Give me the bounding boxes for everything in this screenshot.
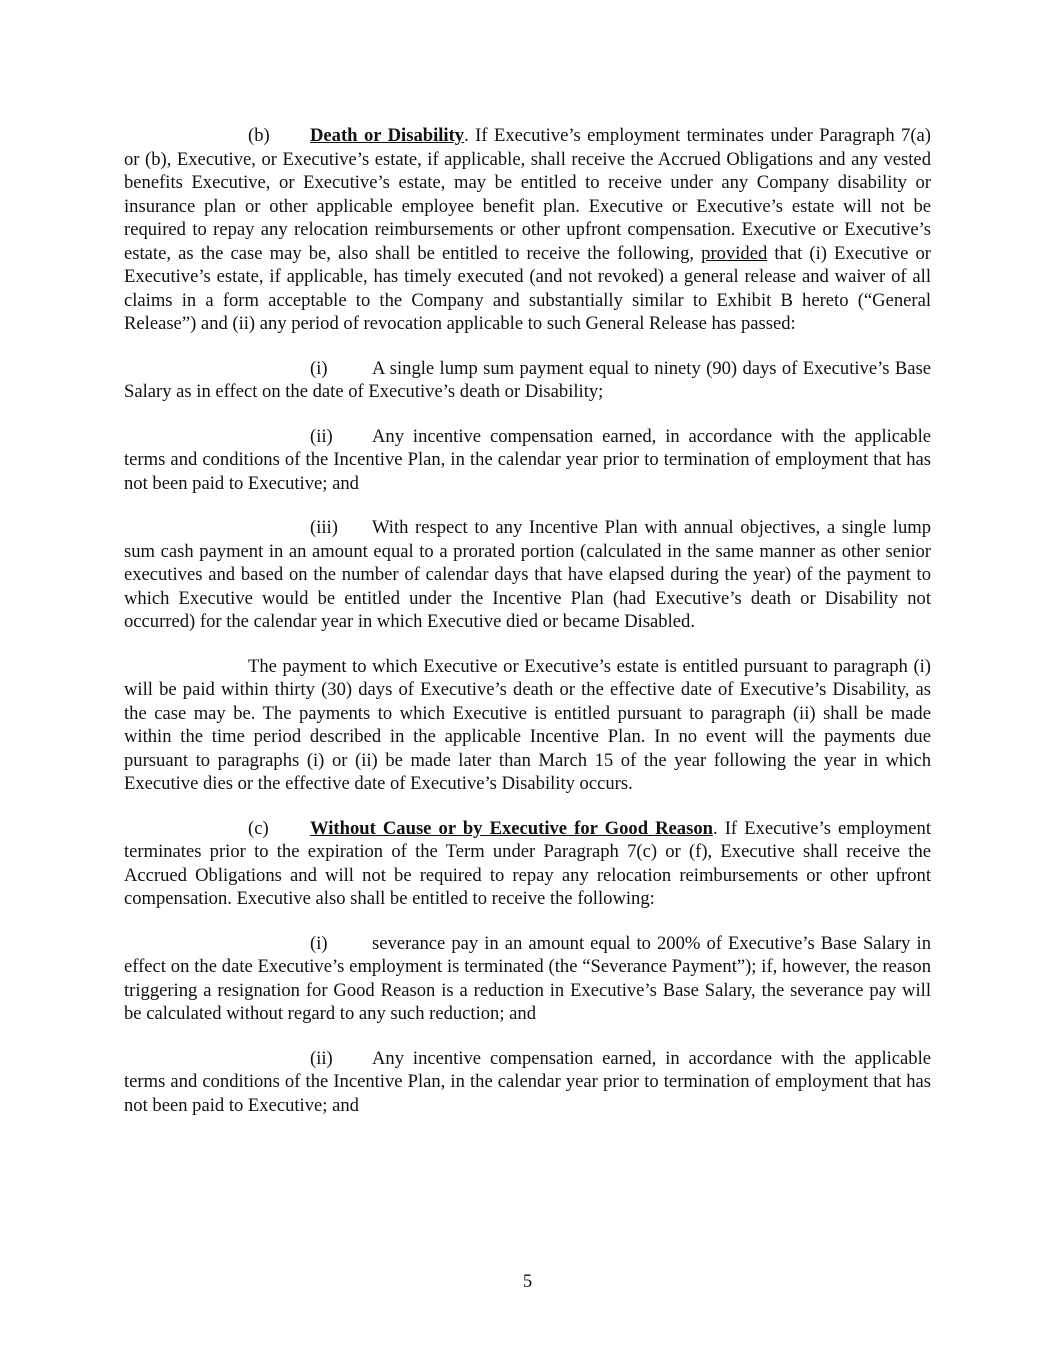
section-c-label: (c) <box>248 817 269 839</box>
section-b-heading: Death or Disability <box>310 125 465 146</box>
item-text: With respect to any Incentive Plan with annual objectives, a single lump sum cash payment in an amount equal to a prorated portion (calculated in the same manner as other senior executives and based on the number of calendar days that have elapsed during the year) of the payment to which Executive would be entitled under the Incentive Plan (had Executive’s death or Disability not occurred) for the calendar year in which Executive died or became Disabled. <box>124 517 931 632</box>
item-text: Any incentive compensation earned, in accordance with the applicable terms and conditions of the Incentive Plan, in the calendar year prior to termination of employment that has not been paid to Executive; and <box>124 1047 931 1116</box>
section-c-heading: Without Cause or by Executive for Good Reason <box>310 817 713 839</box>
section-c-item-i <box>124 932 931 1026</box>
item-label: (i) <box>310 357 328 379</box>
section-b-item-ii <box>124 425 931 496</box>
payment-timing-paragraph: The payment to which Executive or Executive’s estate is entitled pursuant to paragraph (i) will be paid within thirty (30) days of Executive’s death or the effective date of Executive’s Disability, as the case may be. The payments to which Executive is entitled pursuant to paragraph (ii) shall be made within the time period described in the applicable Incentive Plan. In no event will the payments due pursuant to paragraphs (i) or (ii) be made later than March 15 of the year following the year in which Executive dies or the effective date of Executive’s Disability occurs. <box>124 655 931 794</box>
section-b-item-iii <box>124 516 931 634</box>
item-label: (ii) <box>310 1047 333 1069</box>
item-text: Any incentive compensation earned, in accordance with the applicable terms and conditions of the Incentive Plan, in the calendar year prior to termination of employment that has not been paid to Executive; and <box>124 425 931 494</box>
section-c-item-ii <box>124 1047 931 1118</box>
section-b-text-1: . If Executive’s employment terminates under Paragraph 7(a) or (b), Executive, or Executive’s estate, if applicable, shall receive the Accrued Obligations and any vested benefits Executive, or Executive’s estate, may be entitled to receive under any Company disability or insurance plan or other applicable employee benefit plan. Executive or Executive’s estate will not be required to repay any relocation reimbursements or other upfront compensation. Executive or Executive’s estate, as the case may be, also shall be entitled to receive the following, <box>124 125 931 264</box>
document-page <box>124 124 931 1117</box>
page-number: 5 <box>522 1271 533 1292</box>
item-label: (ii) <box>310 425 333 447</box>
item-text: A single lump sum payment equal to ninety (90) days of Executive’s Base Salary as in effect on the date of Executive’s death or Disability; <box>124 357 931 402</box>
section-b-label: (b) <box>248 125 270 146</box>
section-b-paragraph <box>124 124 931 336</box>
section-c-text: . If Executive’s employment terminates prior to the expiration of the Term under Paragraph 7(c) or (f), Executive shall receive the Accrued Obligations and will not be required to repay any relocation reimbursements or other upfront compensation. Executive also shall be entitled to receive the following: <box>124 817 931 909</box>
section-b-text-2: that (i) Executive or Executive’s estate, if applicable, has timely executed (and not revoked) a general release and waiver of all claims in a form acceptable to the Company and substantially similar to Exhibit B hereto (“General Release”) and (ii) any period of revocation applicable to such General Release has passed: <box>124 242 931 334</box>
section-c-paragraph <box>124 817 931 911</box>
provided-term: provided <box>701 242 768 264</box>
section-b-item-i <box>124 357 931 404</box>
item-text: severance pay in an amount equal to 200% of Executive’s Base Salary in effect on the date Executive’s employment is terminated (the “Severance Payment”); if, however, the reason triggering a resignation for Good Reason is a reduction in Executive’s Base Salary, the severance pay will be calculated without regard to any such reduction; and <box>124 932 931 1024</box>
item-label: (i) <box>310 932 328 954</box>
item-label: (iii) <box>310 517 338 538</box>
